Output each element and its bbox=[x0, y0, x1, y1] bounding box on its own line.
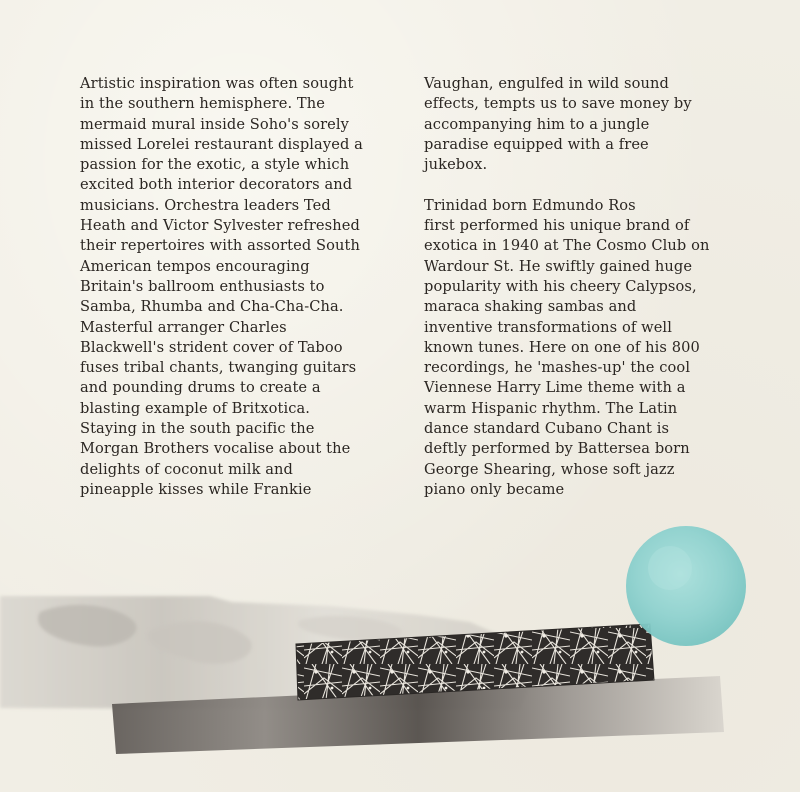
teal-circle bbox=[626, 526, 746, 646]
right-paragraph-2: Trinidad born Edmundo Ros first performed his unique brand of exotica in 1940 at The Cosmo Club on Wardour St. He swiftly gained huge popularity with his cheery Calypsos, maraca shaking sambas and inventive transformations of well known tunes. Here on one of his 800 recordings, he 'mashes-up' the cool Viennese Harry Lime theme with a warm Hispanic rhythm. The Latin dance standard Cubano Chant is deftly performed by Battersea born George Shearing, whose soft jazz piano only became bbox=[424, 196, 710, 498]
paragraph-gap bbox=[424, 175, 754, 195]
right-paragraph-1: Vaughan, engulfed in wild sound effects, tempts us to save money by accompanying him to a jungle paradise equipped with a free jukebox. bbox=[424, 75, 692, 174]
left-paragraph: Artistic inspiration was often sought in the southern hemisphere. The mermaid mural inside Soho's sorely missed Lorelei restaurant displayed a passion for the exotic, a style which excited both interior decorators and musicians. Orchestra leaders Ted Heath and Victor Sylvester refreshed their repertoires with assorted South American tempos encouraging Britain's ballroom enthusiasts to Samba, Rhumba and Cha-Cha-Cha. Masterful arranger Charles Blackwell's strident cover of Taboo fuses tribal chants, twanging guitars and pounding drums to create a blasting example of Britxotica. Staying in the south pacific the Morgan Brothers vocalise about the delights of coconut milk and pineapple kisses while Frankie bbox=[80, 75, 363, 498]
right-text-column bbox=[424, 74, 754, 500]
left-text-column bbox=[80, 74, 410, 500]
collage-artwork bbox=[0, 520, 800, 792]
